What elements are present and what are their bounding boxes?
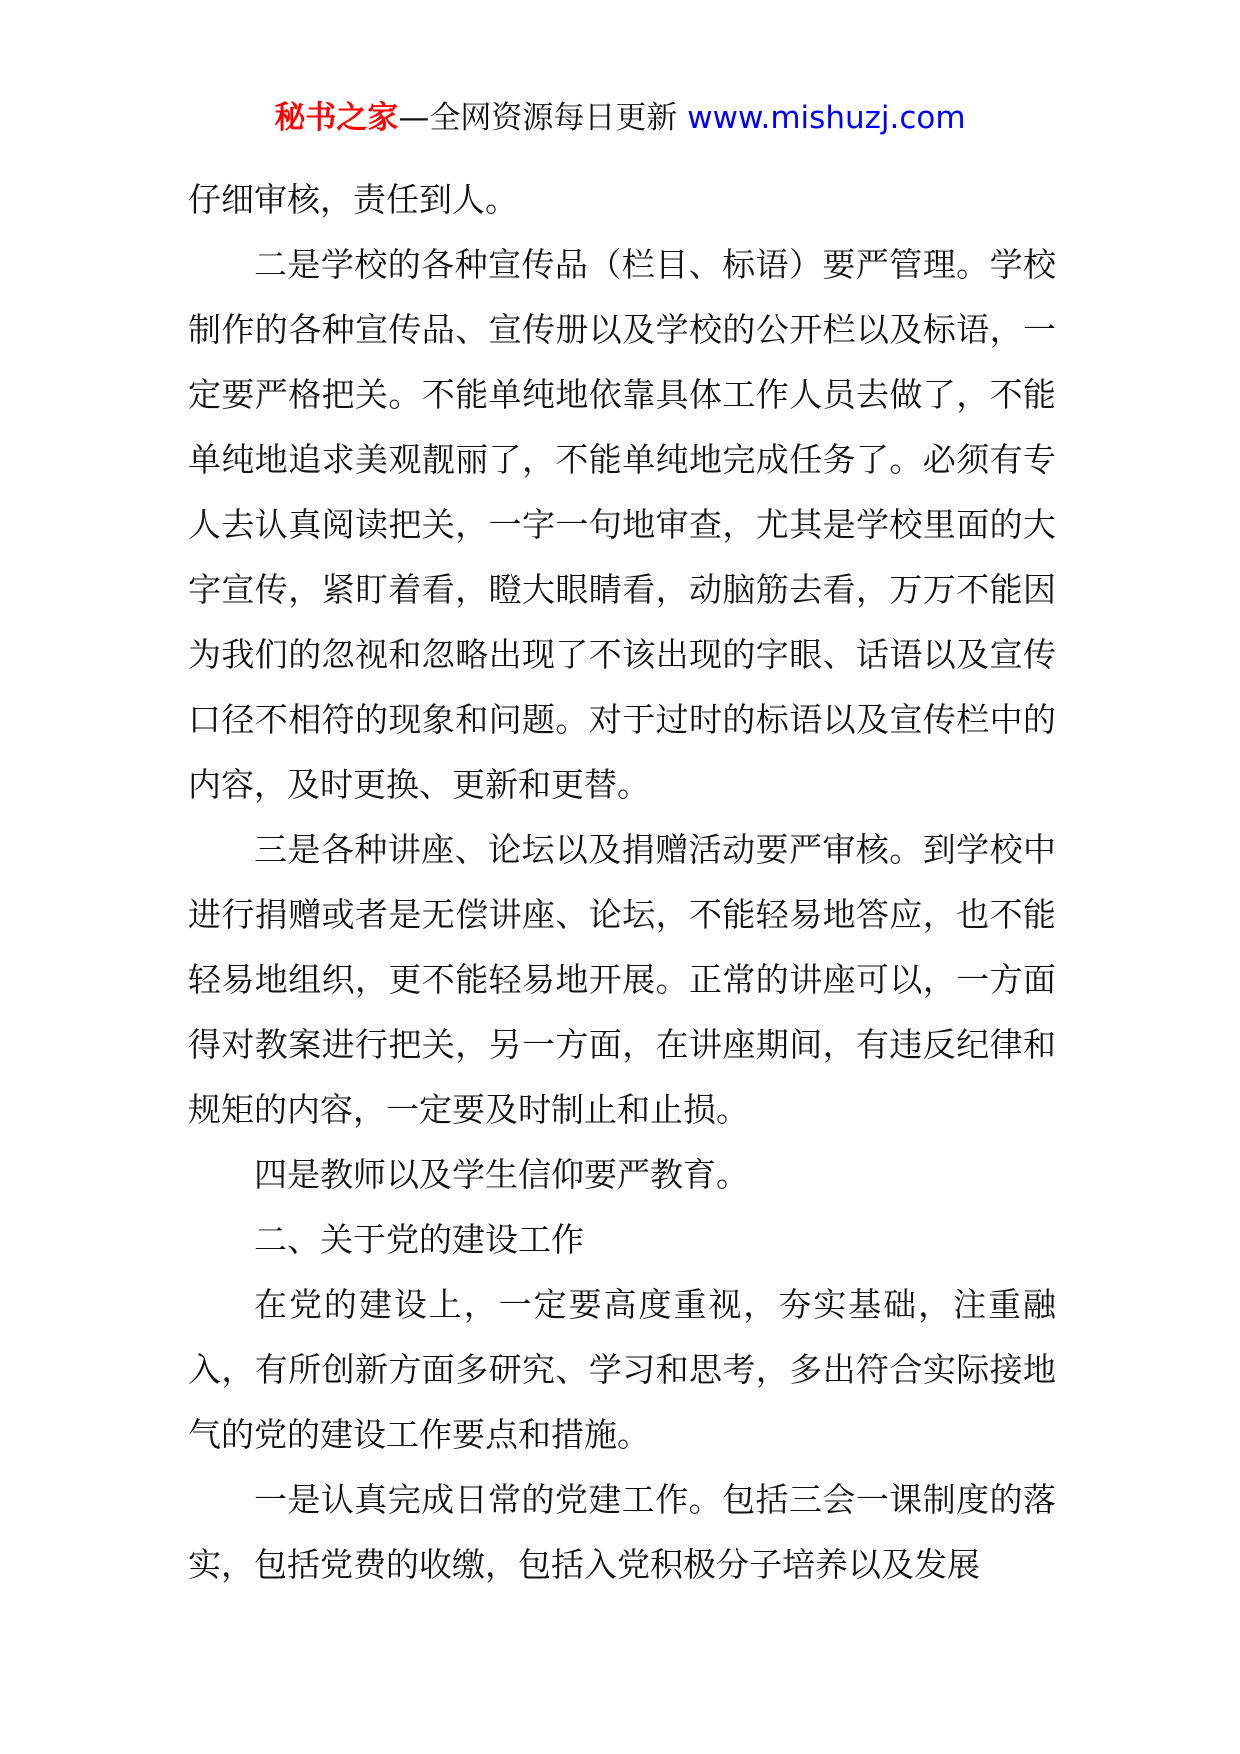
paragraph-publicity-materials: 二是学校的各种宣传品（栏目、标语）要严管理。学校制作的各种宣传品、宣传册以及学校的公开栏以及标语，一定要严格把关。不能单纯地依靠具体工作人员去做了，不能单纯地追求美观靓丽了，不能单纯地完成任务了。必须有专人去认真阅读把关，一字一句地审查，尤其是学校里面的大字宣传，紧盯着看，瞪大眼睛看，动脑筋去看，万万不能因为我们的忽视和忽略出现了不该出现的字眼、话语以及宣传口径不相符的现象和问题。对于过时的标语以及宣传栏中的内容，及时更换、更新和更替。 [188, 245, 1056, 804]
paragraph-continuation: 仔细审核，责任到人。 [188, 180, 518, 219]
paragraph-daily-party-work: 一是认真完成日常的党建工作。包括三会一课制度的落实，包括党费的收缴，包括入党积极分子培养以及发展 [188, 1480, 1056, 1584]
section-heading-party-building: 二、关于党的建设工作 [254, 1220, 584, 1259]
paragraph-lectures-forums: 三是各种讲座、论坛以及捐赠活动要严审核。到学校中进行捐赠或者是无偿讲座、论坛，不能轻易地答应，也不能轻易地组织，更不能轻易地开展。正常的讲座可以，一方面得对教案进行把关，另一方面，在讲座期间，有违反纪律和规矩的内容，一定要及时制止和止损。 [188, 830, 1056, 1129]
brand-name: 秘书之家 [274, 100, 399, 136]
page-header [0, 98, 1240, 138]
header-tagline: 全网资源每日更新 [429, 100, 678, 136]
document-body [188, 167, 1056, 1597]
paragraph-beliefs-education: 四是教师以及学生信仰要严教育。 [254, 1155, 749, 1194]
site-url-link[interactable]: www.mishuzj.com [687, 100, 966, 136]
paragraph-party-building: 在党的建设上，一定要高度重视，夯实基础，注重融入，有所创新方面多研究、学习和思考，多出符合实际接地气的党的建设工作要点和措施。 [188, 1285, 1056, 1454]
header-dash: — [398, 100, 430, 136]
